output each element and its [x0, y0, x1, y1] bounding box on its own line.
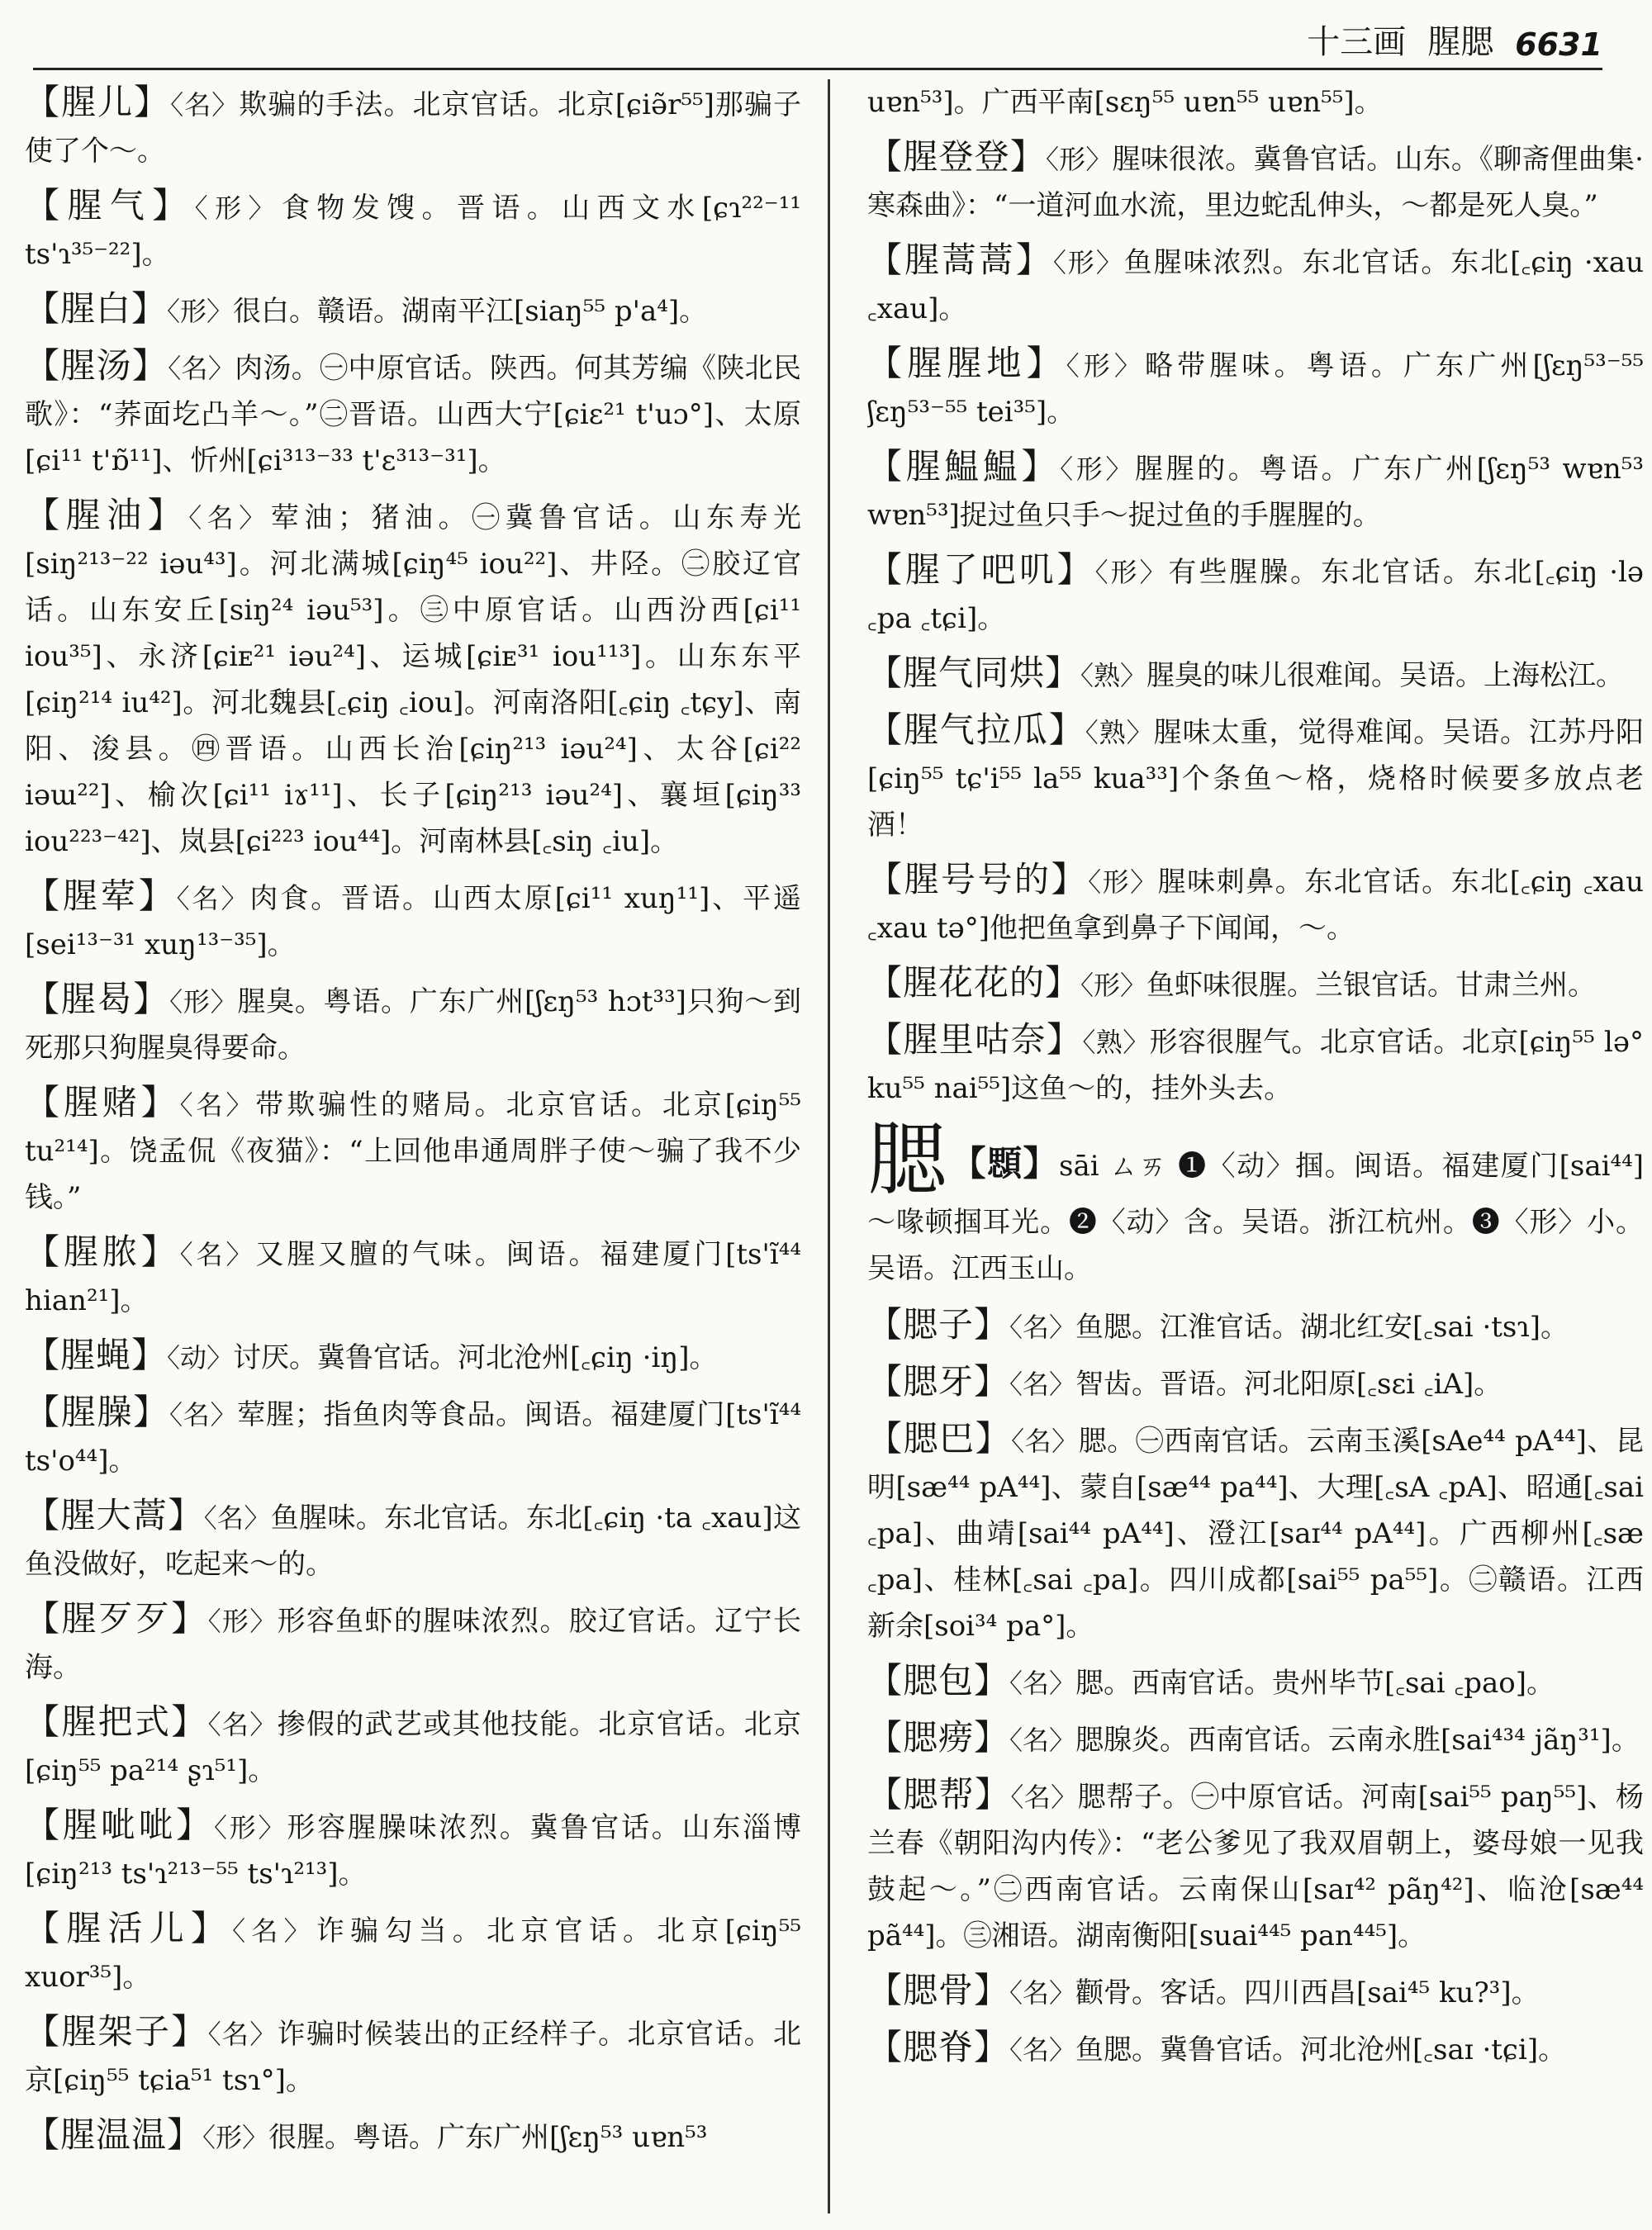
entry-headword: 【腮痨】: [867, 1717, 1010, 1758]
right-entry: [867, 79, 1644, 126]
entry-definition: 带欺骗性的赌局。北京官话。北京[ɕiŋ⁵⁵ tu²¹⁴]。饶孟侃《夜猫》：“上回他串通周胖子使～骗了我不少钱。”: [25, 1089, 801, 1214]
head-characters: 腥腮: [1427, 23, 1494, 61]
part-of-speech: 〈名〉: [168, 353, 235, 384]
headword-character: 腮: [867, 1113, 948, 1206]
entry-headword: 【腥汤】: [25, 345, 169, 386]
right-entry: [867, 1302, 1644, 1350]
right-entry: [867, 547, 1644, 642]
entry-definition: 有些腥臊。东北官话。东北[꜀ɕiŋ ·lə ꜀pa ꜀tɕi]。: [867, 556, 1644, 635]
entry-headword: 【腮巴】: [867, 1418, 1012, 1459]
right-entry: [867, 134, 1644, 229]
right-entry: [867, 960, 1644, 1008]
chapter-label: 十三画: [1307, 23, 1407, 61]
entry-definition: 荤腥；指鱼肉等食品。闽语。福建厦门[ts'ĩ⁴⁴ ts'o⁴⁴]。: [25, 1398, 801, 1478]
entry-definition: 很白。赣语。湖南平江[siaŋ⁵⁵ p'a⁴]。: [233, 295, 708, 328]
part-of-speech: 〈名〉: [1009, 2034, 1076, 2066]
entry-definition: 鱼腥味浓烈。东北官话。东北[꜀ɕiŋ ·xau ꜀xau]。: [867, 246, 1644, 325]
entry-headword: 【腥儿】: [25, 82, 171, 122]
left-entry: [25, 492, 801, 865]
right-entry: [867, 1715, 1644, 1763]
entry-definition: 又腥又膻的气味。闽语。福建厦门[ts'ĩ⁴⁴ hian²¹]。: [25, 1238, 801, 1317]
entry-headword: 【腮牙】: [867, 1361, 1010, 1402]
entry-definition: 肉食。晋语。山西太原[ɕi¹¹ xuŋ¹¹]、平遥[sei¹³⁻³¹ xuŋ¹³⁻³⁵]。: [25, 882, 801, 961]
entry-headword: 【腥蒿蒿】: [867, 240, 1053, 280]
entry-headword: 【腥温温】: [25, 2114, 203, 2155]
entry-definition: 鱼虾味很腥。兰银官话。甘肃兰州。: [1146, 969, 1597, 1002]
entry-definition: 腥腥的。粤语。广东广州[ʃɛŋ⁵³ wɐn⁵³ wɐn⁵³]捉过鱼只手～捉过鱼的手腥腥的。: [867, 453, 1644, 532]
right-entry: [867, 856, 1644, 951]
entry-headword: 【腥歹歹】: [25, 1598, 208, 1639]
part-of-speech: 〈名〉: [232, 1915, 316, 1947]
right-entry: [867, 1416, 1644, 1649]
left-entry: [25, 1802, 801, 1897]
entry-definition: 荤油；猪油。㊀冀鲁官话。山东寿光[siŋ²¹³⁻²² iəu⁴³]。河北满城[ɕiŋ⁴⁵ iou²²]、井陉。㊁胶辽官话。山东安丘[siŋ²⁴ iəu⁵³]。㊂中原官话。山西汾西[ɕi¹¹ iou³⁵]、永济[ɕiᴇ²¹ iəu²⁴]、运城[ɕiᴇ³¹ iou¹¹³]。山东东平[ɕiŋ²¹⁴ iu⁴²]。河北魏县[꜀ɕiŋ ꜀iou]。河南洛阳[꜀ɕiŋ ꜀tɕy]、南阳、浚县。㊃晋语。山西长治[ɕiŋ²¹³ iəu²⁴]、太谷[ɕi²² iəɯ²²]、榆次[ɕi¹¹ iɤ¹¹]、长子[ɕiŋ²¹³ iəu²⁴]、襄垣[ɕiŋ³³ iou²²³⁻⁴²]、岚县[ɕi²²³ iou⁴⁴]。河南林县[꜀siŋ ꜀iu]。: [25, 501, 801, 858]
left-entry: [25, 1332, 801, 1381]
entry-headword: 【腮帮】: [867, 1774, 1011, 1815]
entry-definition: 很腥。粤语。广东广州[ʃɛŋ⁵³ uɐn⁵³: [268, 2121, 708, 2154]
entry-headword: 【腥气】: [25, 185, 195, 225]
right-entry: [867, 1772, 1644, 1959]
part-of-speech: 〈形〉: [1080, 970, 1147, 1001]
entry-headword: 【腥呲呲】: [25, 1805, 214, 1845]
entry-definition: 腥味刺鼻。东北官话。东北[꜀ɕiŋ ꜀xau ꜀xau tə°]他把鱼拿到鼻子下闻闻，～。: [867, 866, 1644, 945]
part-of-speech: 〈名〉: [170, 89, 240, 121]
entry-definition: 智齿。晋语。河北阳原[꜀sɛi ꜀iA]。: [1075, 1368, 1502, 1401]
entry-headword: 【腥荤】: [25, 875, 177, 916]
entry-headword: 【腮包】: [867, 1660, 1010, 1701]
part-of-speech: 〈形〉: [207, 1606, 278, 1637]
entry-headword: 【腥活儿】: [25, 1908, 233, 1948]
entry-definition: 肉汤。㊀中原官话。陕西。何其芳编《陕北民歌》：“荞面圪凸羊～。”㊁晋语。山西大宁[ɕiɛ²¹ t'uɔ°]、太原[ɕi¹¹ t'ɒ̃¹¹]、忻州[ɕi³¹³⁻³³ t'ɛ³¹³⁻³¹]。: [25, 352, 801, 477]
entry-headword: 【腥蝇】: [25, 1335, 168, 1375]
right-column: [867, 79, 1644, 2213]
entry-headword: 【腥登登】: [867, 136, 1046, 177]
part-of-speech: 〈形〉: [1052, 247, 1124, 278]
entry-headword: 【顋】: [951, 1143, 1059, 1184]
entry-headword: 【腮脊】: [867, 2027, 1010, 2067]
page-number: 6631: [1515, 26, 1602, 63]
left-entry: [25, 1596, 801, 1691]
left-entry: [25, 1492, 801, 1587]
left-entry: [25, 1229, 801, 1324]
entry-headword: 【腥曷】: [25, 979, 170, 1019]
entry-headword: 【腥号号的】: [867, 859, 1089, 899]
entry-definition: 鱼腮。冀鲁官话。河北沧州[꜀saɪ ·tɕi]。: [1075, 2033, 1567, 2066]
right-entry: [867, 1658, 1644, 1706]
part-of-speech: 〈形〉: [1066, 350, 1145, 382]
right-entry: [867, 650, 1644, 699]
part-of-speech: 〈形〉: [1060, 453, 1135, 485]
entry-definition: 掺假的武艺或其他技能。北京官话。北京[ɕiŋ⁵⁵ pa²¹⁴ ʂɿ⁵¹]。: [25, 1708, 801, 1787]
part-of-speech: 〈名〉: [1009, 1668, 1076, 1699]
part-of-speech: 〈名〉: [179, 1089, 256, 1121]
left-entry: [25, 1079, 801, 1221]
part-of-speech: 〈形〉: [1094, 557, 1169, 588]
left-entry: [25, 2112, 801, 2161]
left-entry: [25, 1699, 801, 1794]
part-of-speech: 〈名〉: [176, 883, 250, 914]
entry-headword: 【腥脓】: [25, 1231, 180, 1272]
entry-headword: 【腥白】: [25, 288, 168, 329]
entry-headword: 【腥油】: [25, 495, 189, 535]
right-entry: [867, 444, 1644, 539]
part-of-speech: 〈形〉: [169, 986, 238, 1018]
part-of-speech: 〈熟〉: [1080, 660, 1147, 691]
header-rule: [33, 68, 1602, 70]
entry-definition: 欺骗的手法。北京官话。北京[ɕiə̃r⁵⁵]那骗子使了个～。: [25, 88, 801, 168]
left-entry: [25, 976, 801, 1071]
left-entry: [25, 2009, 801, 2104]
entry-definition: sāi ㄙㄞ ❶〈动〉掴。闽语。福建厦门[sai⁴⁴]～喙顿掴耳光。❷〈动〉含。吴语。浙江杭州。❸〈形〉小。吴语。江西玉山。: [867, 1150, 1644, 1285]
part-of-speech: 〈形〉: [194, 192, 282, 224]
part-of-speech: 〈名〉: [1009, 1312, 1076, 1343]
right-entry: [867, 1967, 1644, 2016]
left-entry: [25, 1905, 801, 2000]
entry-headword: 【腮骨】: [867, 1970, 1010, 2010]
entry-headword: 【腥架子】: [25, 2011, 208, 2052]
entry-headword: 【腥气拉瓜】: [867, 709, 1085, 750]
part-of-speech: 〈名〉: [1009, 1369, 1076, 1400]
left-entry: [25, 1389, 801, 1484]
entry-headword: 【腥赌】: [25, 1082, 180, 1122]
part-of-speech: 〈熟〉: [1085, 717, 1154, 748]
entry-definition: uɐn⁵³]。广西平南[sɛŋ⁵⁵ uɐn⁵⁵ uɐn⁵⁵]。: [867, 86, 1383, 119]
part-of-speech: 〈动〉: [167, 1342, 234, 1374]
entry-definition: 诈骗勾当。北京官话。北京[ɕiŋ⁵⁵ xuor³⁵]。: [25, 1914, 801, 1994]
entry-definition: 鱼腮。江淮官话。湖北红安[꜀sai ·tsɿ]。: [1075, 1311, 1569, 1344]
right-entry: [867, 237, 1644, 332]
part-of-speech: 〈名〉: [207, 1709, 278, 1740]
entry-definition: 腥臭的味儿很难闻。吴语。上海松江。: [1146, 659, 1625, 692]
entry-headword: 【腥大蒿】: [25, 1495, 204, 1535]
part-of-speech: 〈名〉: [1011, 1426, 1079, 1457]
part-of-speech: 〈名〉: [1010, 1782, 1078, 1813]
column-divider: [828, 79, 830, 2213]
entry-definition: 腮。西南官话。贵州毕节[꜀sai ꜀pao]。: [1075, 1667, 1555, 1700]
entry-definition: 形容很腥气。北京官话。北京[ɕiŋ⁵⁵ lə° ku⁵⁵ nai⁵⁵]这鱼～的，挂外头去。: [867, 1026, 1644, 1105]
entry-definition: 诈骗时候装出的正经样子。北京官话。北京[ɕiŋ⁵⁵ tɕia⁵¹ tsɿ°]。: [25, 2018, 801, 2097]
entry-definition: 腥味太重，觉得难闻。吴语。江苏丹阳[ɕiŋ⁵⁵ tɕ'i⁵⁵ la⁵⁵ kua³³]个条鱼～格，烧格时候要多放点老酒！: [867, 716, 1644, 842]
part-of-speech: 〈名〉: [179, 1239, 256, 1270]
entry-definition: 腮腺炎。西南官话。云南永胜[sai⁴³⁴ jãŋ³¹]。: [1075, 1724, 1640, 1757]
right-entry: [867, 1359, 1644, 1407]
entry-headword: 【腮子】: [867, 1304, 1010, 1345]
left-entry: [25, 183, 801, 278]
right-entry: [867, 1017, 1644, 1112]
entry-definition: 讨厌。冀鲁官话。河北沧州[꜀ɕiŋ ·iŋ]。: [233, 1341, 718, 1374]
entry-definition: 形容鱼虾的腥味浓烈。胶辽官话。辽宁长海。: [25, 1605, 801, 1684]
right-entry: [867, 340, 1644, 435]
entry-definition: 腥臭。粤语。广东广州[ʃɛŋ⁵³ hɔt³³]只狗～到死那只狗腥臭得要命。: [25, 985, 801, 1065]
entry-definition: 腥味很浓。冀鲁官话。山东。《聊斋俚曲集·寒森曲》：“一道河血水流，里边蛇乱伸头，～都是死人臭。”: [867, 143, 1644, 222]
part-of-speech: 〈形〉: [1088, 866, 1158, 898]
part-of-speech: 〈名〉: [188, 502, 271, 534]
part-of-speech: 〈形〉: [202, 2122, 269, 2153]
part-of-speech: 〈形〉: [1045, 144, 1113, 175]
left-entry: [25, 286, 801, 334]
entry-headword: 【腥把式】: [25, 1701, 208, 1742]
part-of-speech: 〈名〉: [169, 1399, 238, 1431]
entry-headword: 【腥鰛鰛】: [867, 446, 1061, 486]
page-header: [33, 15, 1602, 63]
left-entry: [25, 873, 801, 968]
left-entry: [25, 343, 801, 484]
entry-headword: 【腥里咕奈】: [867, 1019, 1083, 1060]
left-entry: [25, 79, 801, 174]
right-entry: [867, 2024, 1644, 2073]
entry-headword: 【腥臊】: [25, 1392, 170, 1432]
entry-headword: 【腥气同烘】: [867, 652, 1081, 693]
entry-definition: 腮。㊀西南官话。云南玉溪[sAe⁴⁴ pA⁴⁴]、昆明[sæ⁴⁴ pA⁴⁴]、蒙自[sæ⁴⁴ pa⁴⁴]、大理[꜀sA ꜀pA]、昭通[꜀sai ꜀pa]、曲靖[sai⁴⁴ pA⁴⁴]、澄江[saɪ⁴⁴ pA⁴⁴]。广西柳州[꜀sæ ꜀pa]、桂林[꜀sai ꜀pa]。四川成都[sai⁵⁵ pa⁵⁵]。㊁赣语。江西新余[soi³⁴ pa°]。: [867, 1425, 1644, 1643]
part-of-speech: 〈名〉: [1009, 1725, 1076, 1756]
entry-definition: 食物发馊。晋语。山西文水[ɕɿ²²⁻¹¹ ts'ɿ³⁵⁻²²]。: [25, 192, 801, 271]
entry-headword: 【腥腥地】: [867, 343, 1066, 383]
entry-definition: 形容腥臊味浓烈。冀鲁官话。山东淄博[ɕiŋ²¹³ ts'ɿ²¹³⁻⁵⁵ ts'ɿ²¹³]。: [25, 1811, 801, 1891]
entry-definition: 略带腥味。粤语。广东广州[ʃɛŋ⁵³⁻⁵⁵ ʃɛŋ⁵³⁻⁵⁵ tei³⁵]。: [867, 349, 1644, 429]
part-of-speech: 〈名〉: [203, 1502, 271, 1534]
entry-definition: 鱼腥味。东北官话。东北[꜀ɕiŋ ·ta ꜀xau]这鱼没做好，吃起来～的。: [25, 1502, 801, 1581]
part-of-speech: 〈熟〉: [1082, 1027, 1150, 1058]
right-entry: [867, 707, 1644, 848]
entry-definition: 颧骨。客话。四川西昌[sai⁴⁵ ku?³]。: [1075, 1976, 1540, 2009]
part-of-speech: 〈名〉: [207, 2019, 278, 2050]
entry-definition: 腮帮子。㊀中原官话。河南[sai⁵⁵ paŋ⁵⁵]、杨兰春《朝阳沟内传》：“老公爹见了我双眉朝上，婆母娘一见我鼓起～。”㊁西南官话。云南保山[saɪ⁴² pãŋ⁴²]、临沧[sæ⁴⁴ pã⁴⁴]。㊂湘语。湖南衡阳[suai⁴⁴⁵ pan⁴⁴⁵]。: [867, 1781, 1644, 1952]
right-entry: [867, 1113, 1644, 1292]
left-column: [25, 79, 801, 2213]
part-of-speech: 〈名〉: [1009, 1977, 1076, 2009]
entry-headword: 【腥花花的】: [867, 962, 1081, 1003]
part-of-speech: 〈形〉: [167, 296, 234, 327]
entry-headword: 【腥了吧叽】: [867, 549, 1095, 590]
part-of-speech: 〈形〉: [213, 1812, 287, 1843]
